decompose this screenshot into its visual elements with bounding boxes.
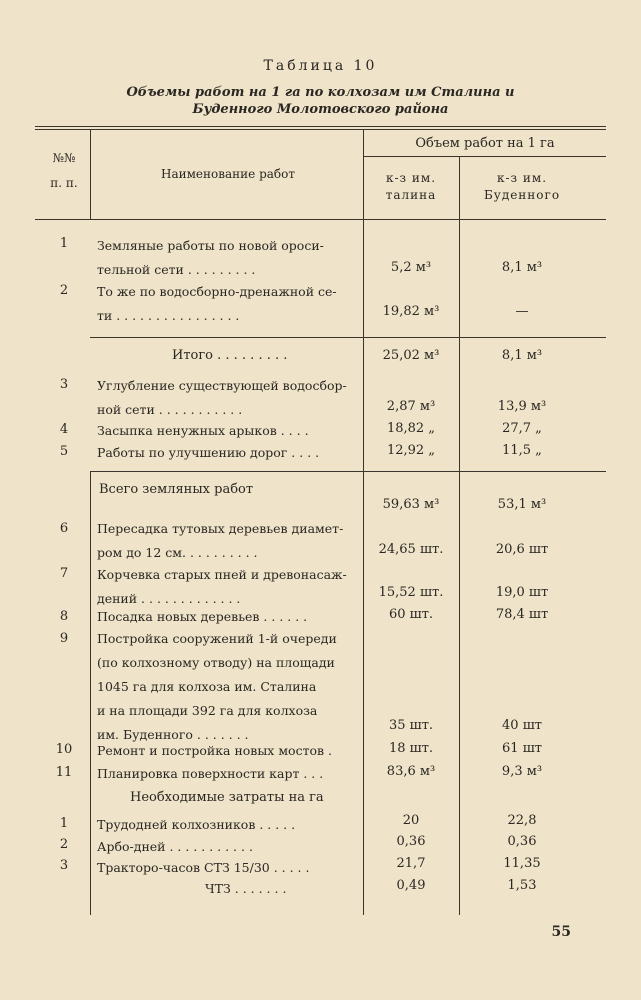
num-column-divider-lower [90,471,91,915]
cost-label-text: Тракторо-часов СТЗ 15/30 . . . . . [97,860,310,875]
value-budenny: 8,1 м³ [501,260,543,275]
row-name-line: Засыпка ненужных арыков . . . . [97,423,309,438]
top-rule [35,126,606,127]
value-stalin: 24,65 шт. [378,542,444,557]
table-caption: Таблица 10 [263,58,378,74]
value-stalin: 18 шт. [388,741,434,756]
row-name [97,234,363,282]
header-name: Наименование работ [160,167,296,181]
row-name-line: Планировка поверхности карт . . . [97,766,324,781]
header-col-stalin-line2: талина [385,188,437,202]
value-stalin: 2,87 м³ [386,399,436,414]
row-number: 4 [59,422,69,437]
value-budenny: 19,0 шт [495,585,549,600]
cost-label-text: ЧТЗ . . . . . . . [205,881,287,896]
value-stalin: 60 шт. [388,607,434,622]
row-name-line: тельной сети . . . . . . . . . [97,262,256,277]
row-number: 5 [59,444,69,459]
total-earth-label: Всего земляных работ [99,482,254,497]
volume-header-rule [363,156,606,157]
row-name-line: дений . . . . . . . . . . . . . [97,591,241,606]
cost-number: 2 [59,837,69,852]
value-stalin: 35 шт. [388,718,434,733]
row-name [97,563,363,611]
row-name-line: (по колхозному отводу) на площади [97,655,335,670]
cost-budenny: 0,36 [507,834,537,849]
value-budenny: 61 шт [502,741,542,756]
costs-heading: Необходимые затраты на га [130,790,324,805]
header-num-label: п. п. [50,176,78,190]
row-name [97,374,363,422]
title-line-1: Объемы работ на 1 га по колхозам им Сталина и [126,85,515,100]
value-budenny: 78,4 шт [495,607,549,622]
row-name-line: Углубление существующей водосбор- [97,378,347,393]
cost-number: 1 [59,816,69,831]
num-column-divider [90,129,91,219]
row-name-line: им. Буденного . . . . . . . [97,727,249,742]
row-number: 6 [59,521,69,536]
table-title [40,84,601,118]
title-line-2: Буденного Молотовского района [192,102,449,117]
value-budenny: 27,7 „ [502,421,542,436]
top-rule-2 [35,129,606,130]
value-stalin: 15,52 шт. [378,585,444,600]
value-budenny: 13,9 м³ [497,399,547,414]
total-earth-stalin: 59,63 м³ [382,497,440,512]
row-name-line: Пересадка тутовых деревьев диамет- [97,521,344,536]
subtotal-stalin: 25,02 м³ [382,348,440,363]
cost-label [97,813,363,837]
cost-budenny: 1,53 [507,878,537,893]
header-num-symbol: №№ [52,151,76,165]
header-col-stalin-line1: к-з им. [385,171,437,185]
cost-budenny: 22,8 [507,813,537,828]
row-name [97,441,363,465]
value-budenny: 11,5 „ [502,443,542,458]
row-name [97,280,363,328]
value-budenny: 9,3 м³ [501,764,543,779]
cost-label [205,877,363,901]
header-num [40,150,88,192]
value-budenny: 20,6 шт [495,542,549,557]
value-stalin: 19,82 м³ [382,304,440,319]
cost-stalin: 0,49 [396,878,426,893]
value-column-divider [459,156,460,915]
row-number: 3 [59,377,69,392]
row-name-line: 1045 га для колхоза им. Сталина [97,679,317,694]
value-stalin: 12,92 „ [386,443,436,458]
cost-stalin: 21,7 [396,856,426,871]
row-name-line: То же по водосборно-дренажной се- [97,284,337,299]
row-name-line: Посадка новых деревьев . . . . . . [97,609,308,624]
subtotal-budenny: 8,1 м³ [501,348,543,363]
row-name-line: и на площади 392 га для колхоза [97,703,318,718]
row-name [97,605,363,629]
row-number: 7 [59,566,69,581]
row-name-line: ной сети . . . . . . . . . . . [97,402,243,417]
header-col-budenny-line1: к-з им. [496,171,548,185]
row-name-line: Земляные работы по новой ороси- [97,238,324,253]
header-col-stalin [366,170,456,204]
header-bottom-rule [35,219,606,220]
row-number: 2 [59,283,69,298]
row-number: 11 [55,765,73,780]
header-volume: Объем работ на 1 га [415,136,555,151]
row-name-line: ром до 12 см. . . . . . . . . . [97,545,258,560]
row-number: 8 [59,609,69,624]
cost-label-text: Арбо-дней . . . . . . . . . . . [97,839,253,854]
row-name [97,419,363,443]
row-name-line: ти . . . . . . . . . . . . . . . . [97,308,240,323]
cost-stalin: 0,36 [396,834,426,849]
row-name [97,762,363,786]
value-budenny: — [515,304,529,319]
row-number: 9 [59,631,69,646]
cost-number: 3 [59,858,69,873]
page-number: 55 [551,924,571,940]
subtotal-label: Итого . . . . . . . . . [172,348,288,363]
value-stalin: 83,6 м³ [386,764,436,779]
row-number: 10 [55,742,73,757]
row-name-line: Постройка сооружений 1-й очереди [97,631,337,646]
row-name [97,739,363,763]
total-rule [90,471,606,472]
row-number: 1 [59,236,69,251]
name-column-divider [363,129,364,915]
header-col-budenny-line2: Буденного [483,188,561,202]
cost-stalin: 20 [402,813,420,828]
value-budenny: 40 шт [502,718,542,733]
value-stalin: 18,82 „ [386,421,436,436]
row-name-line: Корчевка старых пней и древонасаж- [97,567,347,582]
row-name-line: Ремонт и постройка новых мостов . [97,743,332,758]
header-col-budenny [462,170,582,204]
value-stalin: 5,2 м³ [390,260,432,275]
row-name [97,627,363,747]
total-earth-budenny: 53,1 м³ [497,497,547,512]
subtotal-rule [90,337,606,338]
row-name [97,517,363,565]
cost-budenny: 11,35 [503,856,541,871]
cost-label-text: Трудодней колхозников . . . . . [97,817,296,832]
row-name-line: Работы по улучшению дорог . . . . [97,445,320,460]
